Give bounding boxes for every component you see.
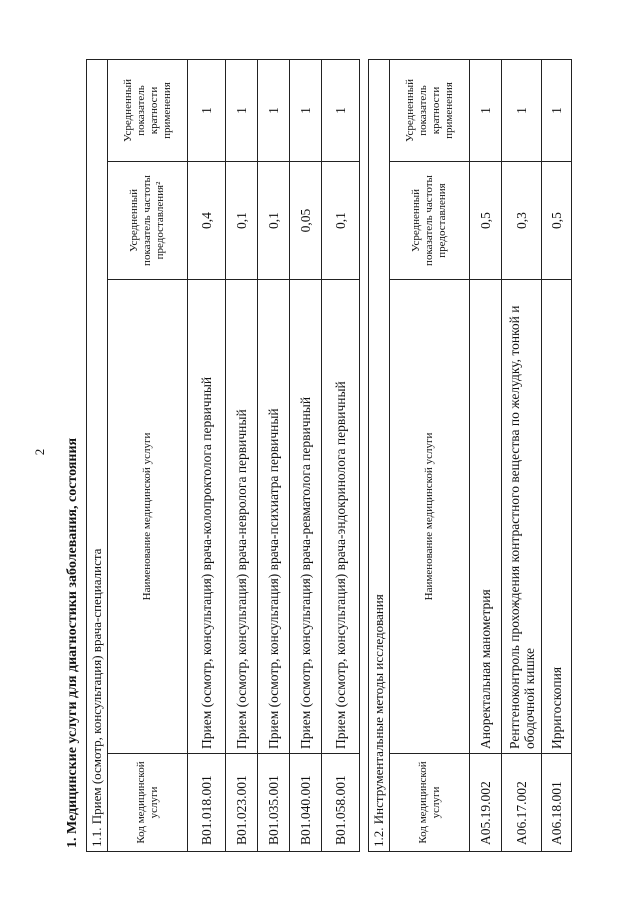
section-heading: 1. Медицинские услуги для диагностики заболевания, состояния xyxy=(65,437,80,848)
cell-name: Ирригоскопия xyxy=(542,280,572,754)
column-header-name: Наименование медицинской услуги xyxy=(108,280,188,754)
table-header-row xyxy=(108,59,188,851)
table-row xyxy=(502,59,542,851)
rotated-page-content xyxy=(60,60,620,852)
cell-frequency: 0,1 xyxy=(258,162,290,280)
cell-code: A06.18.001 xyxy=(542,754,572,852)
table-specialist-consultations xyxy=(86,59,360,852)
table-instrumental-methods xyxy=(368,59,572,852)
table-caption-row xyxy=(87,59,108,851)
column-header-multiplicity: Усредненный показатель кратности применения xyxy=(390,59,470,161)
table-row xyxy=(470,59,502,851)
table-row xyxy=(226,59,258,851)
table-caption: 1.1. Прием (осмотр, консультация) врача-специалиста xyxy=(87,59,108,851)
cell-multiplicity: 1 xyxy=(290,59,322,161)
table-caption: 1.2. Инструментальные методы исследования xyxy=(369,59,390,851)
cell-multiplicity: 1 xyxy=(470,59,502,161)
cell-frequency: 0,5 xyxy=(470,162,502,280)
cell-name: Прием (осмотр, консультация) врача-ревматолога первичный xyxy=(290,280,322,754)
table-row xyxy=(258,59,290,851)
table-row xyxy=(542,59,572,851)
column-header-multiplicity: Усредненный показатель кратности применения xyxy=(108,59,188,161)
table-row xyxy=(290,59,322,851)
cell-code: B01.040.001 xyxy=(290,754,322,852)
table-caption-row xyxy=(369,59,390,851)
cell-multiplicity: 1 xyxy=(188,59,226,161)
cell-name: Аноректальная манометрия xyxy=(470,280,502,754)
column-header-name: Наименование медицинской услуги xyxy=(390,280,470,754)
cell-name: Прием (осмотр, консультация) врача-невролога первичный xyxy=(226,280,258,754)
table-row xyxy=(188,59,226,851)
cell-multiplicity: 1 xyxy=(226,59,258,161)
cell-multiplicity: 1 xyxy=(502,59,542,161)
cell-name: Прием (осмотр, консультация) врача-эндокринолога первичный xyxy=(322,280,360,754)
cell-frequency: 0,05 xyxy=(290,162,322,280)
cell-code: B01.018.001 xyxy=(188,754,226,852)
cell-code: A06.17.002 xyxy=(502,754,542,852)
cell-code: B01.023.001 xyxy=(226,754,258,852)
page-number: 2 xyxy=(32,448,47,456)
table-row xyxy=(322,59,360,851)
cell-multiplicity: 1 xyxy=(322,59,360,161)
cell-name: Прием (осмотр, консультация) врача-колопроктолога первичный xyxy=(188,280,226,754)
cell-code: B01.058.001 xyxy=(322,754,360,852)
cell-frequency: 0,3 xyxy=(502,162,542,280)
cell-frequency: 0,4 xyxy=(188,162,226,280)
cell-name: Рентгеноконтроль прохождения контрастного вещества по желудку, тонкой и ободочной кишке xyxy=(502,280,542,754)
cell-frequency: 0,5 xyxy=(542,162,572,280)
cell-name: Прием (осмотр, консультация) врача-психиатра первичный xyxy=(258,280,290,754)
cell-code: B01.035.001 xyxy=(258,754,290,852)
column-header-code: Код медицинской услуги xyxy=(390,754,470,852)
cell-frequency: 0,1 xyxy=(322,162,360,280)
column-header-code: Код медицинской услуги xyxy=(108,754,188,852)
table-header-row xyxy=(390,59,470,851)
cell-multiplicity: 1 xyxy=(258,59,290,161)
cell-code: A05.19.002 xyxy=(470,754,502,852)
cell-frequency: 0,1 xyxy=(226,162,258,280)
column-header-frequency: Усредненный показатель частоты предоставления xyxy=(390,162,470,280)
column-header-frequency: Усредненный показатель частоты предоставления² xyxy=(108,162,188,280)
cell-multiplicity: 1 xyxy=(542,59,572,161)
